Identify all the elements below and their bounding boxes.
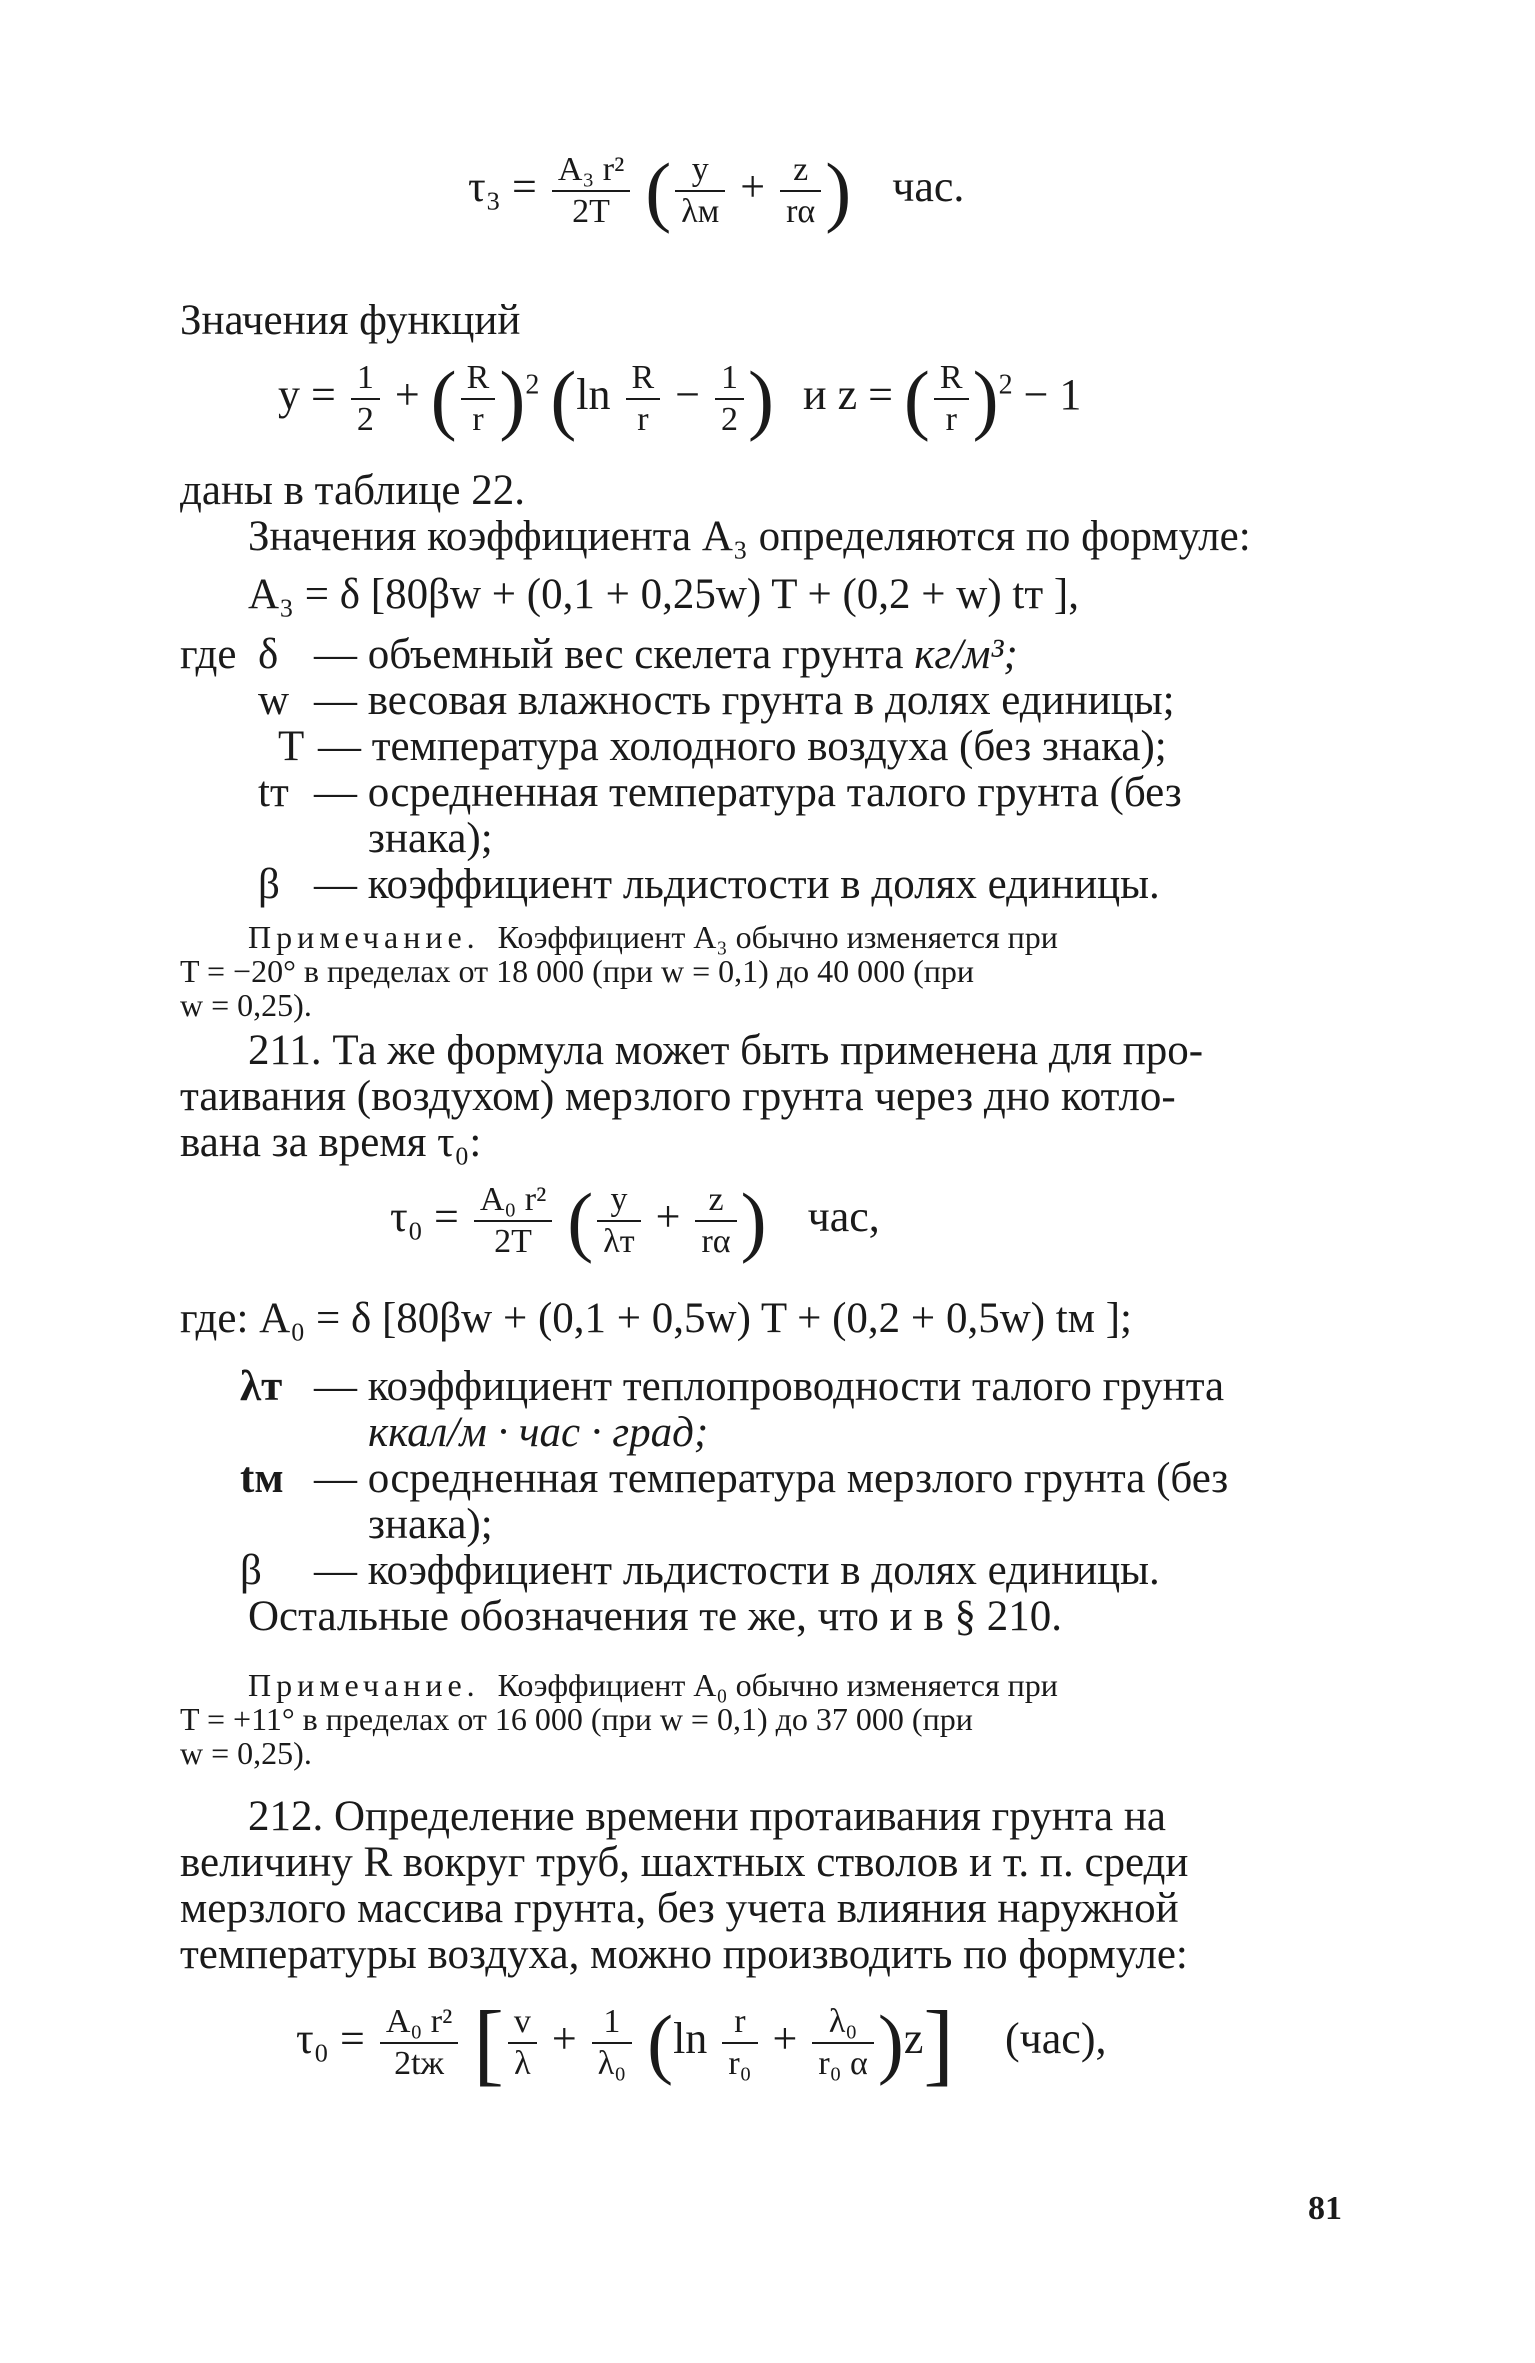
unit-label: час, <box>807 1192 880 1242</box>
note-line: Коэффициент A₃ обычно изменяется при <box>497 919 1058 955</box>
note-line: Коэффициент A₀ обычно изменяется при <box>497 1667 1058 1703</box>
note-line: w = 0,25). <box>180 987 312 1023</box>
unit-label: (час), <box>1004 2014 1107 2064</box>
paragraph-line: мерзлого массива грунта, без учета влияния наружной <box>180 1885 1179 1932</box>
page-number: 81 <box>1308 2190 1342 2227</box>
paragraph-line: таивания (воздухом) мерзлого грунта через дно котло- <box>180 1073 1176 1120</box>
note-1 <box>248 920 1058 954</box>
definition-symbol: tм <box>240 1455 284 1502</box>
definition-symbol: δ <box>258 631 279 678</box>
table-reference: даны в таблице 22. <box>180 467 525 514</box>
formula-lhs: τ₃ = <box>468 162 537 212</box>
definition-unit: кг/м³; <box>914 631 1018 678</box>
paragraph-line: величину R вокруг труб, шахтных стволов и т. п. среди <box>180 1839 1189 1886</box>
definition-symbol: T <box>278 723 305 770</box>
definition-symbol: β <box>240 1547 262 1594</box>
functions-intro: Значения функций <box>180 297 521 344</box>
paragraph-line: 211. Та же формула может быть применена для про- <box>248 1027 1204 1074</box>
definition-symbol: λт <box>240 1363 283 1410</box>
definition-text: — осредненная температура мерзлого грунта (без <box>314 1455 1229 1502</box>
definition-row <box>258 860 1160 910</box>
definition-row-continuation <box>368 1408 708 1458</box>
a0-formula: где: A₀ = δ [80βw + (0,1 + 0,5w) T + (0,2 + 0,5w) tм ]; <box>180 1295 1132 1342</box>
formula-212: τ₀ = $\frac{\text{A₀ r²}}{2tж}$ [ $\frac{v}{\lambda}$ + $\frac{1}{\text{λ₀}}$ (ln $\frac{r}{\text{r₀}}$ + $\frac{\text{λ₀}}{\text{r₀ α}}$ )z] (час), <box>296 1992 1107 2094</box>
unit-label: час. <box>892 162 965 212</box>
note-line: w = 0,25). <box>180 1735 312 1771</box>
definition-row-continuation <box>368 1500 493 1550</box>
definition-row <box>258 630 1018 680</box>
definition-text: — объемный вес скелета грунта <box>314 631 915 678</box>
definition-row <box>240 1454 1228 1504</box>
definition-text: — весовая влажность грунта в долях единицы; <box>314 677 1175 724</box>
formula-lhs: τ₀ = <box>390 1192 459 1242</box>
rest-same-line: Остальные обозначения те же, что и в § 210. <box>248 1593 1062 1640</box>
definition-symbol: tт <box>258 769 289 816</box>
definition-row <box>258 768 1182 818</box>
definition-symbol: w <box>258 677 290 724</box>
definition-row <box>240 1546 1160 1596</box>
fraction: $\frac{z}{r\alpha}$ <box>780 150 821 232</box>
definition-row <box>258 676 1175 726</box>
paragraph-line: 212. Определение времени протаивания грунта на <box>248 1793 1166 1840</box>
formula-tau0: τ₀ = $\frac{\text{A₀ r²}}{2T}$ ( $\frac{y}{\lambda т}$ + $\frac{z}{r\alpha}$ ) час, <box>390 1177 880 1264</box>
definition-unit: ккал/м · час · град; <box>368 1409 709 1456</box>
definition-text: — коэффициент теплопроводности талого грунта <box>314 1363 1225 1410</box>
coefficient-formula: A₃ = δ [80βw + (0,1 + 0,25w) T + (0,2 + w) tт ], <box>248 571 1079 618</box>
definition-text: знака); <box>368 815 493 862</box>
paragraph-line: температуры воздуха, можно производить по формуле: <box>180 1931 1188 1978</box>
coefficient-intro: Значения коэффициента A₃ определяются по формуле: <box>248 513 1251 560</box>
note-2 <box>248 1668 1058 1702</box>
definition-text: — коэффициент льдистости в долях единицы. <box>314 861 1160 908</box>
definition-text: — осредненная температура талого грунта (без <box>314 769 1182 816</box>
note-label: Примечание. <box>248 1667 480 1703</box>
note-line: T = −20° в пределах от 18 000 (при w = 0,1) до 40 000 (при <box>180 953 974 989</box>
fraction: $\frac{y}{\lambda м}$ <box>675 150 725 232</box>
definition-row <box>278 722 1167 772</box>
definition-row <box>240 1362 1224 1412</box>
note-label: Примечание. <box>248 919 480 955</box>
functions-formula: y = $\frac{1}{2}$ + ( $\frac{R}{r}$ )$^2$ (ln $\frac{R}{r}$ − $\frac{1}{2}$ ) и z = ( $\frac{R}{r}$ )$^2$ − 1 <box>278 355 1082 442</box>
note-line: T = +11° в пределах от 16 000 (при w = 0,1) до 37 000 (при <box>180 1701 973 1737</box>
definition-text: знака); <box>368 1501 493 1548</box>
fraction: $\frac{\text{A₃ r²}}{2T}$ <box>552 150 630 232</box>
formula-lhs: τ₀ = <box>296 2014 365 2064</box>
definition-row-continuation <box>368 814 493 864</box>
definition-text: — температура холодного воздуха (без знака); <box>318 723 1167 770</box>
definition-text: — коэффициент льдистости в долях единицы. <box>314 1547 1160 1594</box>
formula-tau3: τ₃ = $\frac{\text{A₃ r²}}{2T}$ ( $\frac{y}{\lambda м}$ + $\frac{z}{r\alpha}$ ) час. <box>468 147 965 234</box>
definition-symbol: β <box>258 861 280 908</box>
where-word: где <box>180 631 237 678</box>
paragraph-line: вана за время τ₀: <box>180 1119 482 1166</box>
